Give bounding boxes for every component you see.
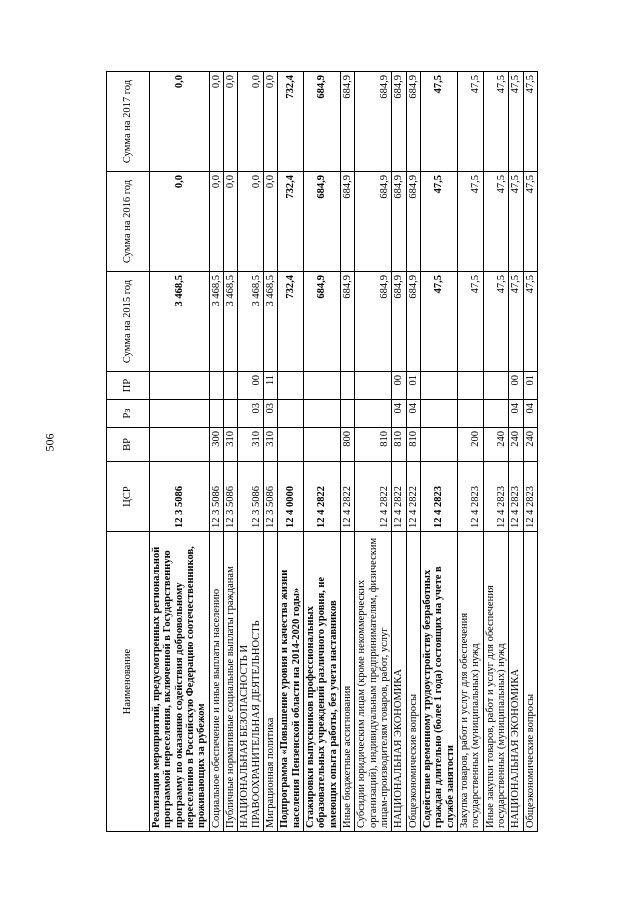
table-row [238, 72, 264, 832]
cell-vr: 810 [355, 428, 392, 462]
cell-name: Социальное обеспечение и иные выплаты населению [209, 532, 223, 832]
cell-2016: 684,9 [406, 172, 420, 272]
cell-vr: 310 [263, 428, 277, 462]
cell-name: НАЦИОНАЛЬНАЯ ЭКОНОМИКА [392, 532, 406, 832]
cell-vr: 310 [238, 428, 264, 462]
cell-2015: 684,9 [406, 272, 420, 372]
cell-pr [340, 372, 354, 400]
cell-pr: 01 [523, 372, 537, 400]
cell-2016: 47,5 [509, 172, 523, 272]
cell-vr: 300 [209, 428, 223, 462]
header-rz: Рз [107, 400, 150, 428]
cell-2016: 0,0 [263, 172, 277, 272]
cell-2015: 3 468,5 [238, 272, 264, 372]
cell-2015: 3 468,5 [209, 272, 223, 372]
cell-name: Иные бюджетные ассигнования [340, 532, 354, 832]
cell-2015: 47,5 [420, 272, 457, 372]
table-row [457, 72, 483, 832]
cell-rz [303, 400, 340, 428]
cell-name: Стажировки выпускников профессиональных образовательных учреждений различного уровня, не имеющих опыта работы, без учета наставников [303, 532, 340, 832]
cell-2015: 684,9 [392, 272, 406, 372]
cell-2016: 684,9 [392, 172, 406, 272]
cell-csr: 12 4 2823 [483, 462, 509, 532]
cell-rz [209, 400, 223, 428]
cell-2017: 732,4 [278, 72, 304, 172]
cell-csr: 12 4 2822 [392, 462, 406, 532]
cell-csr: 12 4 2823 [420, 462, 457, 532]
cell-rz [355, 400, 392, 428]
header-vr: ВР [107, 428, 150, 462]
cell-csr: 12 3 5086 [263, 462, 277, 532]
cell-rz [150, 400, 210, 428]
cell-pr [278, 372, 304, 400]
cell-2017: 0,0 [150, 72, 210, 172]
table-row [223, 72, 237, 832]
cell-pr [483, 372, 509, 400]
cell-csr: 12 3 5086 [223, 462, 237, 532]
cell-name: Закупка товаров, работ и услуг для обеспечения государственных (муниципальных) нужд [457, 532, 483, 832]
table-row [392, 72, 406, 832]
cell-name: Реализация мероприятий, предусмотренных региональной программой переселения, включенной в Государственную программу по оказанию содействия добровольному переселению в Российскую Федерацию соотечественников, проживающих за рубежом [150, 532, 210, 832]
table-row [278, 72, 304, 832]
cell-pr [223, 372, 237, 400]
cell-2016: 0,0 [150, 172, 210, 272]
cell-name: НАЦИОНАЛЬНАЯ БЕЗОПАСНОСТЬ И ПРАВООХРАНИТЕЛЬНАЯ ДЕЯТЕЛЬНОСТЬ [238, 532, 264, 832]
rotated-page [106, 72, 534, 832]
cell-pr: 00 [392, 372, 406, 400]
cell-2016: 684,9 [303, 172, 340, 272]
cell-2017: 47,5 [483, 72, 509, 172]
cell-pr [355, 372, 392, 400]
header-pr: ПР [107, 372, 150, 400]
cell-name: Субсидии юридическим лицам (кроме некоммерческих организаций), индивидуальным предпринимателям, физическим лицам-производителям товаров, работ, услуг [355, 532, 392, 832]
cell-2017: 684,9 [392, 72, 406, 172]
cell-csr: 12 3 5086 [150, 462, 210, 532]
cell-vr: 240 [483, 428, 509, 462]
cell-2017: 684,9 [406, 72, 420, 172]
cell-pr [420, 372, 457, 400]
cell-2017: 47,5 [523, 72, 537, 172]
cell-pr: 00 [238, 372, 264, 400]
table-row [483, 72, 509, 832]
table-row [523, 72, 537, 832]
cell-2017: 47,5 [420, 72, 457, 172]
cell-csr: 12 3 5086 [209, 462, 223, 532]
cell-vr [150, 428, 210, 462]
cell-2017: 0,0 [209, 72, 223, 172]
header-name: Наименование [107, 532, 150, 832]
cell-vr [278, 428, 304, 462]
table-row [509, 72, 523, 832]
cell-rz [420, 400, 457, 428]
cell-vr: 810 [392, 428, 406, 462]
cell-2015: 684,9 [355, 272, 392, 372]
cell-2017: 684,9 [303, 72, 340, 172]
cell-name: НАЦИОНАЛЬНАЯ ЭКОНОМИКА [509, 532, 523, 832]
table-row [150, 72, 210, 832]
cell-rz [483, 400, 509, 428]
table-row [303, 72, 340, 832]
cell-2015: 47,5 [523, 272, 537, 372]
cell-rz [223, 400, 237, 428]
cell-2016: 0,0 [238, 172, 264, 272]
cell-2015: 732,4 [278, 272, 304, 372]
cell-rz: 04 [509, 400, 523, 428]
cell-vr [420, 428, 457, 462]
cell-2015: 47,5 [509, 272, 523, 372]
cell-pr: 11 [263, 372, 277, 400]
cell-csr: 12 4 2823 [457, 462, 483, 532]
cell-name: Общеэкономические вопросы [523, 532, 537, 832]
cell-pr [303, 372, 340, 400]
cell-2016: 47,5 [523, 172, 537, 272]
table-row [406, 72, 420, 832]
cell-csr: 12 4 2823 [509, 462, 523, 532]
cell-rz: 04 [406, 400, 420, 428]
cell-csr: 12 3 5086 [238, 462, 264, 532]
cell-pr: 01 [406, 372, 420, 400]
cell-name: Общеэкономические вопросы [406, 532, 420, 832]
cell-csr: 12 4 2822 [340, 462, 354, 532]
cell-2015: 47,5 [483, 272, 509, 372]
cell-2016: 684,9 [340, 172, 354, 272]
cell-vr: 310 [223, 428, 237, 462]
table-body [150, 72, 538, 832]
cell-pr [150, 372, 210, 400]
cell-rz [457, 400, 483, 428]
cell-pr [457, 372, 483, 400]
cell-vr: 240 [509, 428, 523, 462]
cell-csr: 12 4 2822 [303, 462, 340, 532]
header-2017: Сумма на 2017 год [107, 72, 150, 172]
cell-name: Иные закупки товаров, работ и услуг для обеспечения государственных (муниципальных) нужд [483, 532, 509, 832]
cell-name: Содействие временному трудоустройству безработных граждан длительно (более 1 года) состоящих на учете в службе занятости [420, 532, 457, 832]
cell-2015: 3 468,5 [150, 272, 210, 372]
cell-csr: 12 4 2822 [406, 462, 420, 532]
cell-2016: 47,5 [483, 172, 509, 272]
cell-name: Подпрограмма «Повышение уровня и качества жизни населения Пензенской области на 2014-2020 годы» [278, 532, 304, 832]
cell-2017: 47,5 [509, 72, 523, 172]
cell-rz: 03 [238, 400, 264, 428]
cell-pr: 00 [509, 372, 523, 400]
cell-2016: 732,4 [278, 172, 304, 272]
table-row [355, 72, 392, 832]
cell-vr [303, 428, 340, 462]
table-row [263, 72, 277, 832]
cell-name: Публичные нормативные социальные выплаты гражданам [223, 532, 237, 832]
page-number: 506 [42, 433, 57, 452]
cell-2017: 47,5 [457, 72, 483, 172]
cell-2016: 47,5 [420, 172, 457, 272]
cell-2017: 0,0 [238, 72, 264, 172]
cell-csr: 12 4 0000 [278, 462, 304, 532]
cell-name: Миграционная политика [263, 532, 277, 832]
cell-rz [340, 400, 354, 428]
table-row [420, 72, 457, 832]
cell-2015: 47,5 [457, 272, 483, 372]
cell-csr: 12 4 2822 [355, 462, 392, 532]
cell-2015: 3 468,5 [263, 272, 277, 372]
table-header [107, 72, 150, 832]
cell-vr: 200 [457, 428, 483, 462]
cell-2016: 0,0 [209, 172, 223, 272]
cell-2017: 0,0 [223, 72, 237, 172]
cell-rz: 04 [523, 400, 537, 428]
cell-rz: 03 [263, 400, 277, 428]
cell-vr: 800 [340, 428, 354, 462]
cell-2017: 684,9 [340, 72, 354, 172]
cell-rz: 04 [392, 400, 406, 428]
header-csr: ЦСР [107, 462, 150, 532]
header-2015: Сумма на 2015 год [107, 272, 150, 372]
header-2016: Сумма на 2016 год [107, 172, 150, 272]
cell-2017: 684,9 [355, 72, 392, 172]
cell-vr: 810 [406, 428, 420, 462]
cell-2016: 47,5 [457, 172, 483, 272]
cell-2016: 684,9 [355, 172, 392, 272]
cell-2015: 684,9 [340, 272, 354, 372]
cell-pr [209, 372, 223, 400]
cell-2016: 0,0 [223, 172, 237, 272]
table-row [340, 72, 354, 832]
cell-2015: 684,9 [303, 272, 340, 372]
cell-rz [278, 400, 304, 428]
cell-csr: 12 4 2823 [523, 462, 537, 532]
table-row [209, 72, 223, 832]
cell-2015: 3 468,5 [223, 272, 237, 372]
cell-vr: 240 [523, 428, 537, 462]
budget-table [106, 71, 538, 832]
cell-2017: 0,0 [263, 72, 277, 172]
